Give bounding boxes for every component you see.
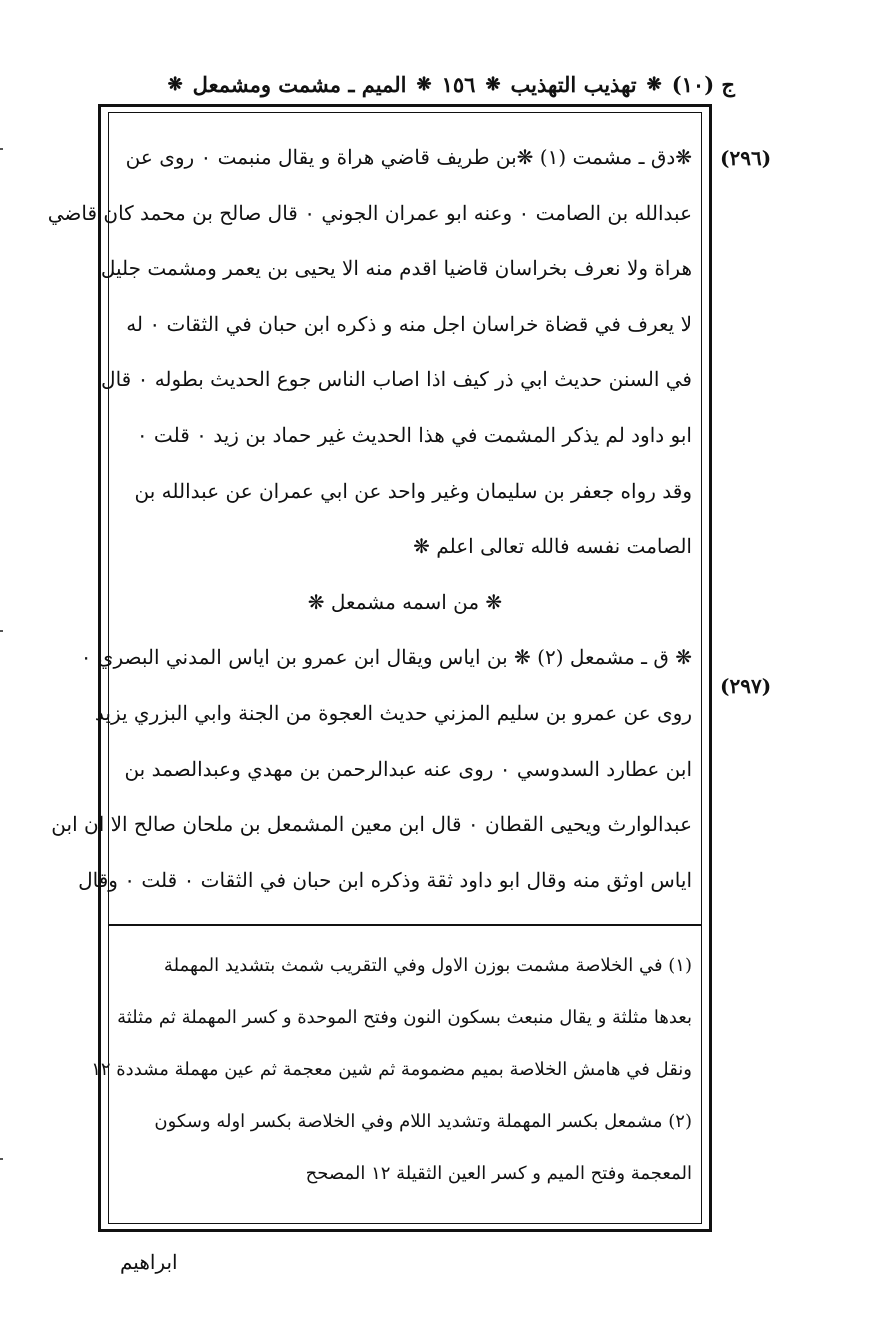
text-line: هراة ولا نعرف بخراسان قاضيا اقدم منه الا يحيى بن يعمر ومشمت جليل xyxy=(100,256,692,281)
header-book-title: تهذيب التهذيب xyxy=(510,71,637,97)
footnote-line: (١) في الخلاصة مشمت بوزن الاول وفي التقريب شمث بتشديد المهملة xyxy=(163,955,692,976)
text-line: ❋دق ـ مشمت (١) ❋بن طريف قاضي هراة و يقال منبمت ٠ روى عن xyxy=(125,145,692,169)
ornament-icon: ❋ xyxy=(167,73,183,95)
text-line: الصامت نفسه فالله تعالى اعلم ❋ xyxy=(413,534,692,559)
text-line: ابو داود لم يذكر المشمت في هذا الحديث غير حماد بن زيد ٠ قلت ٠ xyxy=(136,422,692,447)
catchword: ابراهيم xyxy=(120,1250,178,1274)
text-line: وقد رواه جعفر بن سليمان وغير واحد عن ابي عمران عن عبدالله بن xyxy=(134,478,692,503)
footnote-divider xyxy=(108,924,702,926)
footnote-line: بعدها مثلثة و يقال منبعث بسكون النون وفتح الموحدة و كسر المهملة ثم مثلثة xyxy=(117,1007,692,1028)
text-line: روى عن عمرو بن سليم المزني حديث العجوة من الجنة وابي البزري يزيد xyxy=(94,700,692,725)
text-line: في السنن حديث ابي ذر كيف اذا اصاب الناس جوع الحديث بطوله ٠ قال xyxy=(101,367,692,392)
footnote-line: ونقل في هامش الخلاصة بميم مضمومة ثم شين معجمة ثم عين مهملة مشددة ١٢ xyxy=(91,1059,692,1080)
text-line: ابن عطارد السدوسي ٠ روى عنه عبدالرحمن بن مهدي وعبدالصمد بن xyxy=(124,756,692,781)
footnotes xyxy=(91,940,692,1200)
section-heading: ❋ من اسمه مشمعل ❋ xyxy=(307,589,503,614)
margin-mark xyxy=(0,148,3,150)
ornament-icon: ❋ xyxy=(485,73,501,95)
main-text xyxy=(47,130,692,908)
entry-number: (٢٩٦) xyxy=(720,146,772,170)
ornament-icon: ❋ xyxy=(646,73,662,95)
margin-mark xyxy=(0,630,3,632)
footnote-line: (٢) مشمعل بكسر المهملة وتشديد اللام وفي الخلاصة بكسر اوله وسكون xyxy=(154,1111,692,1132)
ornament-icon: ❋ xyxy=(416,73,432,95)
header-section: الميم ـ مشمت ومشمعل xyxy=(192,71,407,97)
text-line: اياس اوثق منه وقال ابو داود ثقة وذكره ابن حبان في الثقات ٠ قلت ٠ وقال xyxy=(78,867,692,892)
text-line: عبدالوارث ويحيى القطان ٠ قال ابن معين المشمعل بن ملحان صالح الا ان ابن xyxy=(51,812,692,837)
header-page-number: ١٥٦ xyxy=(441,71,476,97)
text-line: عبدالله بن الصامت ٠ وعنه ابو عمران الجوني ٠ قال صالح بن محمد كان قاضي xyxy=(47,200,692,225)
text-line: ❋ ق ـ مشمعل (٢) ❋ بن اياس ويقال ابن عمرو بن اياس المدني البصري ٠ xyxy=(80,645,692,670)
entry-number: (٢٩٧) xyxy=(720,674,772,698)
margin-mark xyxy=(0,1158,3,1160)
text-line: لا يعرف في قضاة خراسان اجل منه و ذكره ابن حبان في الثقات ٠ له xyxy=(126,311,692,336)
header-volume: ج (١٠) xyxy=(671,71,735,97)
footnote-line: المعجمة وفتح الميم و كسر العين الثقيلة ١٢ المصحح xyxy=(305,1163,692,1184)
running-header xyxy=(95,64,735,104)
